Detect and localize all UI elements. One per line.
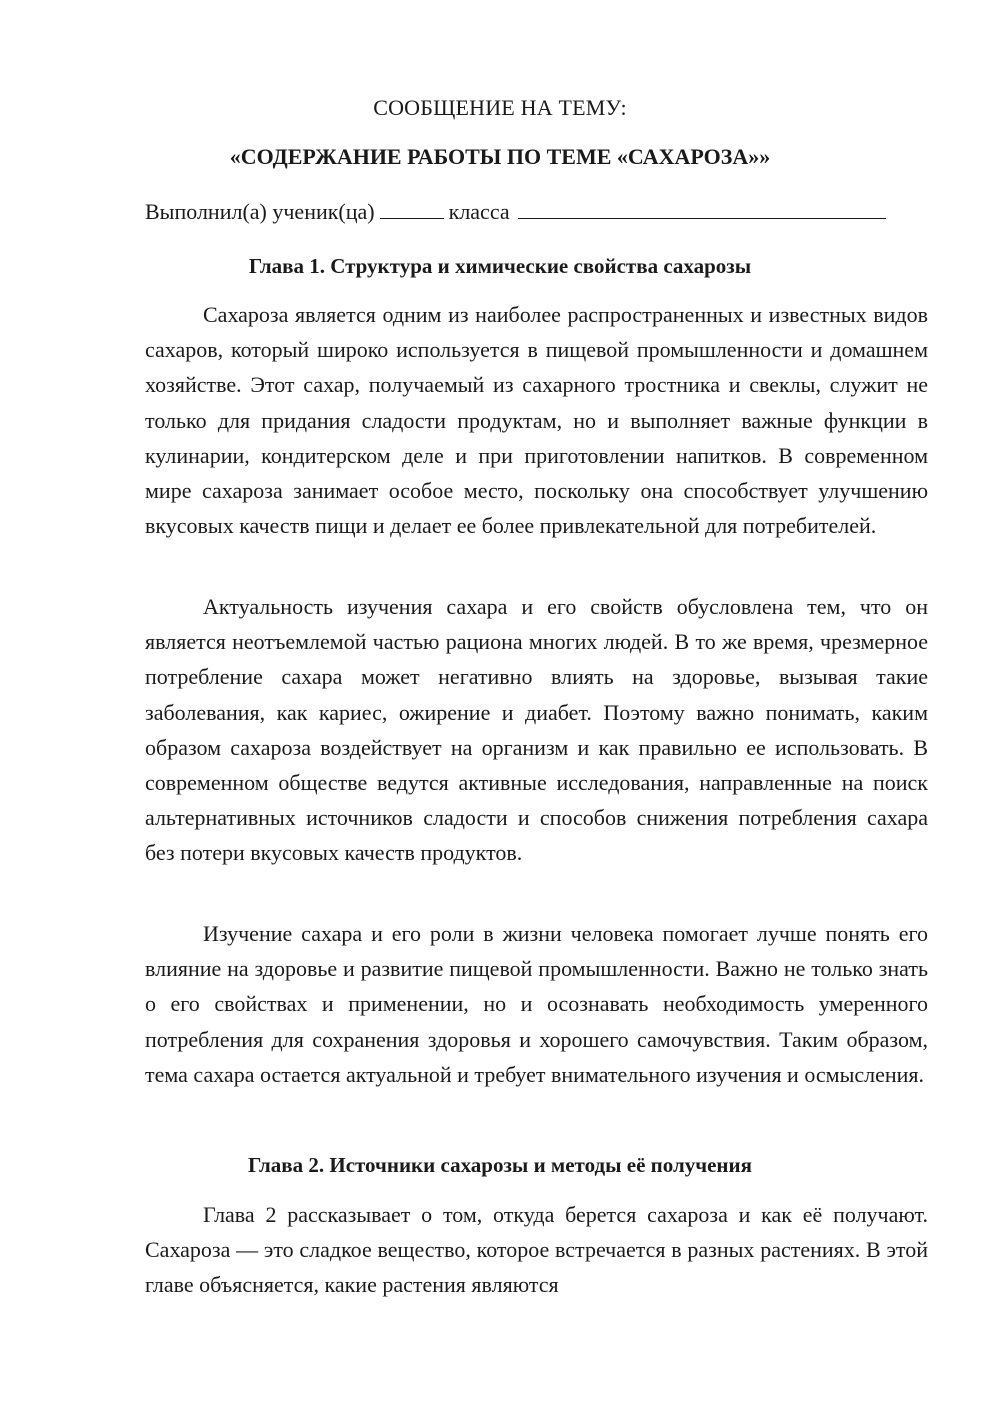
- author-class-label: класса: [448, 199, 510, 224]
- author-line: [145, 198, 886, 225]
- chapter2-heading: Глава 2. Источники сахарозы и методы её получения: [248, 1153, 752, 1177]
- document-title-line2: «СОДЕРЖАНИЕ РАБОТЫ ПО ТЕМЕ «САХАРОЗА»»: [229, 144, 771, 169]
- class-blank-field: [380, 198, 444, 219]
- chapter1-heading: Глава 1. Структура и химические свойства сахарозы: [248, 254, 752, 278]
- chapter1-paragraph-3: Изучение сахара и его роли в жизни человека помогает лучше понять его влияние на здоровье и развитие пищевой промышленности. Важно не только знать о его свойствах и применении, но и осознавать необходимость умеренного потребления для сохранения здоровья и хорошего самочувствия. Таким образом, тема сахара остается актуальной и требует внимательного изучения и осмысления.: [145, 921, 928, 1087]
- author-prefix: Выполнил(а) ученик(ца): [145, 199, 375, 224]
- document-title-line1: СООБЩЕНИЕ НА ТЕМУ:: [373, 95, 627, 120]
- name-blank-field: [518, 198, 886, 219]
- chapter2-paragraph-1: Глава 2 рассказывает о том, откуда берется сахароза и как её получают. Сахароза — это сладкое вещество, которое встречается в разных растениях. В этой главе объясняется, какие растения являются: [145, 1202, 928, 1298]
- chapter1-paragraph-2: Актуальность изучения сахара и его свойств обусловлена тем, что он является неотъемлемой частью рациона многих людей. В то же время, чрезмерное потребление сахара может негативно влиять на здоровье, вызывая такие заболевания, как кариес, ожирение и диабет. Поэтому важно понимать, каким образом сахароза воздействует на организм и как правильно ее использовать. В современном обществе ведутся активные исследования, направленные на поиск альтернативных источников сладости и способов снижения потребления сахара без потери вкусовых качеств продуктов.: [145, 594, 928, 866]
- chapter1-paragraph-1: Сахароза является одним из наиболее распространенных и известных видов сахаров, который широко используется в пищевой промышленности и домашнем хозяйстве. Этот сахар, получаемый из сахарного тростника и свеклы, служит не только для придания сладости продуктам, но и выполняет важные функции в кулинарии, кондитерском деле и при приготовлении напитков. В современном мире сахароза занимает особое место, поскольку она способствует улучшению вкусовых качеств пищи и делает ее более привлекательной для потребителей.: [145, 302, 928, 539]
